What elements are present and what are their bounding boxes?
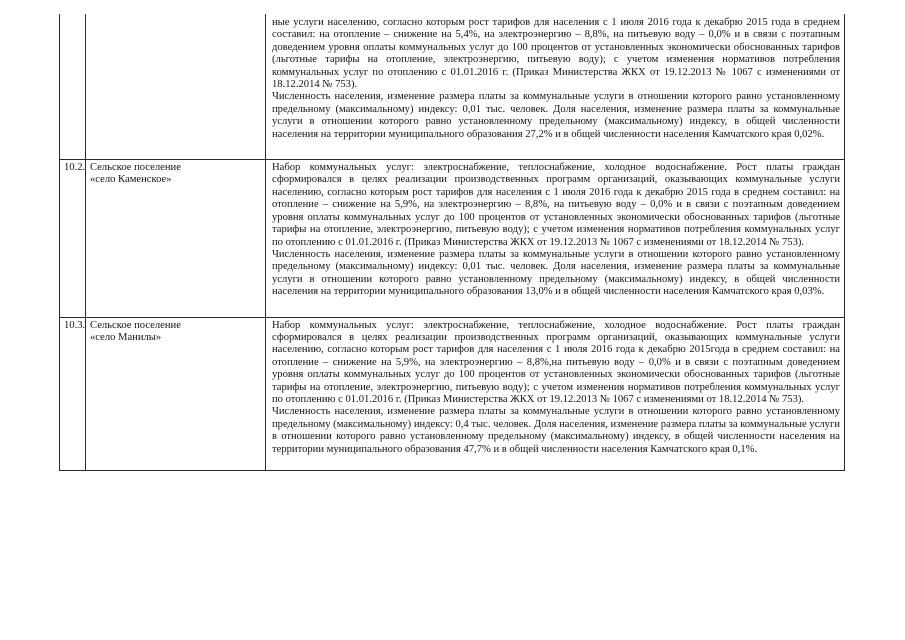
description-cell <box>266 14 845 160</box>
description-cell <box>266 160 845 317</box>
population-paragraph: Численность населения, изменение размера платы за коммунальные услуги в отношении которого равно установленному предельному (максимальному) индексу: 0,01 тыс. человек. Доля населения, изменение размера платы за коммунальные услуги в отношении которого равно установленному предельному (максимальному) индексу, в общей численности населения на территории муниципального образования 27,2% и в общей численности населения Камчатского края 0,02%. <box>272 91 840 140</box>
table-row <box>60 160 845 317</box>
row-number <box>60 14 85 16</box>
description-cell <box>266 317 845 470</box>
tariff-paragraph: Набор коммунальных услуг: электроснабжение, теплоснабжение, холодное водоснабжение. Рост платы граждан сформировался в целях реализации производственных программ организаций, оказывающих коммунальные услуги населению, согласно которым рост тарифов для населения с 1 июля 2016 года к декабрю 2015года в среднем составил: на отопление – снижение на 5,9%, на электроэнергию – 8,8%,на питьевую воду – 0,0% и в связи с поэтапным доведением уровня оплаты коммунальных услуг до 100 процентов от установленных экономически обоснованных тарифов (льготные тарифы на отопление, электроэнергию, питьевую воду); с учетом изменения нормативов потребления коммунальных услуг по отоплению с 01.01.2016 г. (Приказ Министерства ЖКХ от 19.12.2013 № 1067 с изменениями от 18.12.2014 № 753). <box>272 319 840 405</box>
population-paragraph: Численность населения, изменение размера платы за коммунальные услуги в отношении которого равно установленному предельному (максимальному) индексу: 0,01 тыс. человек. Доля населения, изменение размера платы за коммунальные услуги в отношении которого равно установленному предельному (максимальному) индексу, в общей численности населения на территории муниципального образования 13,0% и в общей численности населения Камчатского края 0,03%. <box>272 248 840 298</box>
row-number-cell <box>60 160 86 317</box>
row-number: 10.2. <box>64 162 86 174</box>
row-number-cell <box>60 317 86 470</box>
row-number-cell <box>60 14 86 160</box>
settlement-name-cell <box>86 317 266 470</box>
population-paragraph: Численность населения, изменение размера платы за коммунальные услуги в отношении которого равно установленному предельному (максимальному) индексу: 0,4 тыс. человек. Доля населения, изменение размера платы за коммунальные услуги в отношении которого равно установленному предельному (максимальному) индексу, в общей численности населения на территории муниципального образования 47,7% и в общей численности населения Камчатского края 0,1%. <box>272 406 840 455</box>
settlement-name-cell <box>86 160 266 317</box>
tariff-paragraph: Набор коммунальных услуг: электроснабжение, теплоснабжение, холодное водоснабжение. Рост платы граждан сформировался в целях реализации производственных программ организаций, оказывающих коммунальные услуги населению, согласно которым рост тарифов для населения с 1 июля 2016 года к декабрю 2015 года в среднем составил: на отопление – снижение на 5,9%, на электроэнергию – 8,8%, на питьевую воду – 0,0% и в связи с поэтапным доведением уровня оплаты коммунальных услуг до 100 процентов от установленных экономически обоснованных тарифов (льготные тарифы на отопление, электроэнергию, питьевую воду); с учетом изменения нормативов потребления коммунальных услуг по отоплению с 01.01.2016 г. (Приказ Министерства ЖКХ от 19.12.2013 № 1067 с изменениями от 18.12.2014 № 753). <box>272 162 840 248</box>
settlement-name-cell <box>86 14 266 160</box>
table-row <box>60 14 845 160</box>
tariff-paragraph: ные услуги населению, согласно которым рост тарифов для населения с 1 июля 2016 года к декабрю 2015 года в среднем составил: на отопление – снижение на 5,4%, на электроэнергию – 8,8%, на питьевую воду – 0,0% и в связи с поэтапным доведением уровня оплаты коммунальных услуг до 100 процентов от установленных экономически обоснованных тарифов (льготные тарифы на отопление, электроэнергию, питьевую воду); с учетом изменения нормативов потребления коммунальных услуг по отоплению с 01.01.2016 г. (Приказ Министерства ЖКХ от 19.12.2013 № 1067 с изменениями от 18.12.2014 № 753). <box>272 17 840 91</box>
document-table <box>59 14 845 471</box>
settlement-name <box>86 14 265 16</box>
row-number: 10.3. <box>64 319 86 331</box>
table-row <box>60 317 845 470</box>
settlement-name: Сельское поселение «село Каменское» <box>90 162 181 186</box>
settlement-name: Сельское поселение «село Манилы» <box>90 319 181 343</box>
